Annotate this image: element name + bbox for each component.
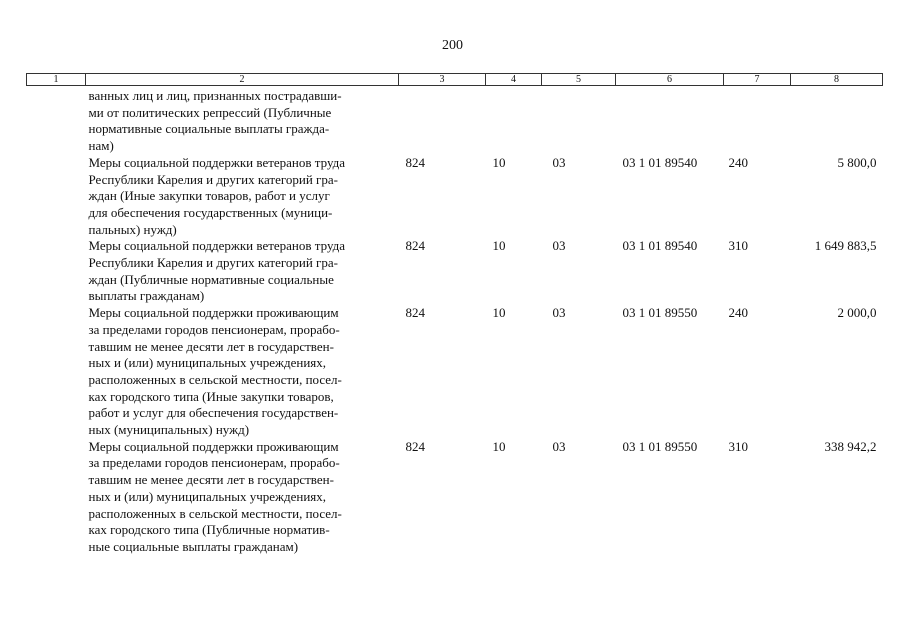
description-line: пальных) нужд): [88, 221, 177, 237]
row-amount: 338 942,2: [824, 438, 877, 454]
row-ministry-code: 824: [405, 438, 425, 454]
row-col-1: [27, 155, 86, 239]
header-col-7: 7: [724, 74, 791, 86]
table-body: [27, 86, 883, 556]
row-expense-type: 310: [728, 438, 748, 454]
header-col-3: 3: [399, 74, 486, 86]
description-line: расположенных в сельской местности, посел-: [88, 505, 342, 521]
table-row: [27, 439, 883, 556]
header-col-5: 5: [542, 74, 616, 86]
row-section-code: 10: [492, 305, 506, 321]
row-description: [86, 305, 399, 439]
table-row: [27, 155, 883, 239]
row-amount: [791, 86, 883, 155]
header-col-8: 8: [791, 74, 883, 86]
row-description: [86, 238, 399, 305]
description-line: ных и (или) муниципальных учреждениях,: [88, 488, 327, 504]
table-header: [27, 74, 883, 86]
row-expense-type: 240: [728, 154, 748, 170]
description-line: тавшим не менее десяти лет в государствен-: [88, 472, 334, 488]
row-target-article: [616, 86, 724, 155]
description-line: Меры социальной поддержки ветеранов труда: [88, 238, 346, 254]
description-line: ках городского типа (Публичные норматив-: [88, 522, 330, 538]
description-line: тавшим не менее десяти лет в государствен-: [88, 338, 334, 354]
description-line: ках городского типа (Иные закупки товаров,: [88, 388, 334, 404]
table-row: [27, 238, 883, 305]
description-line: нормативные социальные выплаты граждa-: [88, 121, 330, 137]
description-line: ных (муниципальных) нужд): [88, 422, 250, 438]
description-line: за пределами городов пенсионерам, прорабо-: [88, 455, 340, 471]
description-line: ванных лиц и лиц, признанных пострадавши-: [88, 88, 342, 103]
table-row: [27, 305, 883, 439]
row-subsection-code: 03: [552, 238, 566, 254]
row-target-article: 03 1 01 89550: [622, 305, 698, 321]
row-col-1: [27, 439, 86, 556]
row-subsection-code: 03: [552, 305, 566, 321]
header-col-1: 1: [27, 74, 86, 86]
row-target-article: 03 1 01 89540: [622, 154, 698, 170]
description-line: расположенных в сельской местности, посел-: [88, 371, 342, 387]
row-section-code: 10: [492, 238, 506, 254]
header-row: [27, 74, 883, 86]
description-line: ждан (Публичные нормативные социальные: [88, 271, 334, 287]
description-line: Меры социальной поддержки проживающим: [88, 305, 339, 321]
header-col-4: 4: [486, 74, 542, 86]
description-line: Республики Карелия и других категорий гра-: [88, 255, 338, 271]
row-amount: 5 800,0: [837, 154, 877, 170]
row-description: [86, 439, 399, 556]
row-subsection-code: [542, 86, 616, 155]
row-col-1: [27, 238, 86, 305]
row-amount: 2 000,0: [837, 305, 877, 321]
row-subsection-code: 03: [552, 154, 566, 170]
row-description: [86, 86, 399, 155]
row-expense-type: 240: [728, 305, 748, 321]
description-line: ных и (или) муниципальных учреждениях,: [88, 355, 327, 371]
description-line: за пределами городов пенсионерам, прорабо-: [88, 321, 340, 337]
header-col-6: 6: [616, 74, 724, 86]
row-amount: 1 649 883,5: [814, 238, 877, 254]
description-line: ми от политических репрессий (Публичные: [88, 104, 332, 120]
description-line: Республики Карелия и других категорий гра-: [88, 171, 338, 187]
description-line: Меры социальной поддержки ветеранов труда: [88, 154, 346, 170]
page-number: 200: [442, 38, 463, 53]
row-target-article: 03 1 01 89550: [622, 438, 698, 454]
row-section-code: 10: [492, 154, 506, 170]
row-col-1: [27, 305, 86, 439]
header-col-2: 2: [86, 74, 399, 86]
row-expense-type: [724, 86, 791, 155]
row-ministry-code: 824: [405, 305, 425, 321]
budget-table: [26, 73, 883, 556]
row-section-code: [486, 86, 542, 155]
row-target-article: 03 1 01 89540: [622, 238, 698, 254]
description-line: для обеспечения государственных (муници-: [88, 204, 333, 220]
table-row: [27, 86, 883, 155]
row-subsection-code: 03: [552, 438, 566, 454]
row-section-code: 10: [492, 438, 506, 454]
description-line: ждан (Иные закупки товаров, работ и услуг: [88, 188, 330, 204]
row-expense-type: 310: [728, 238, 748, 254]
row-ministry-code: 824: [405, 238, 425, 254]
row-col-1: [27, 86, 86, 155]
description-line: Меры социальной поддержки проживающим: [88, 438, 339, 454]
description-line: ные социальные выплаты гражданам): [88, 538, 299, 554]
row-description: [86, 155, 399, 239]
row-ministry-code: [399, 86, 486, 155]
description-line: работ и услуг для обеспечения государствен-: [88, 405, 339, 421]
description-line: выплаты гражданам): [88, 288, 205, 304]
row-ministry-code: 824: [405, 154, 425, 170]
description-line: нам): [88, 138, 114, 154]
